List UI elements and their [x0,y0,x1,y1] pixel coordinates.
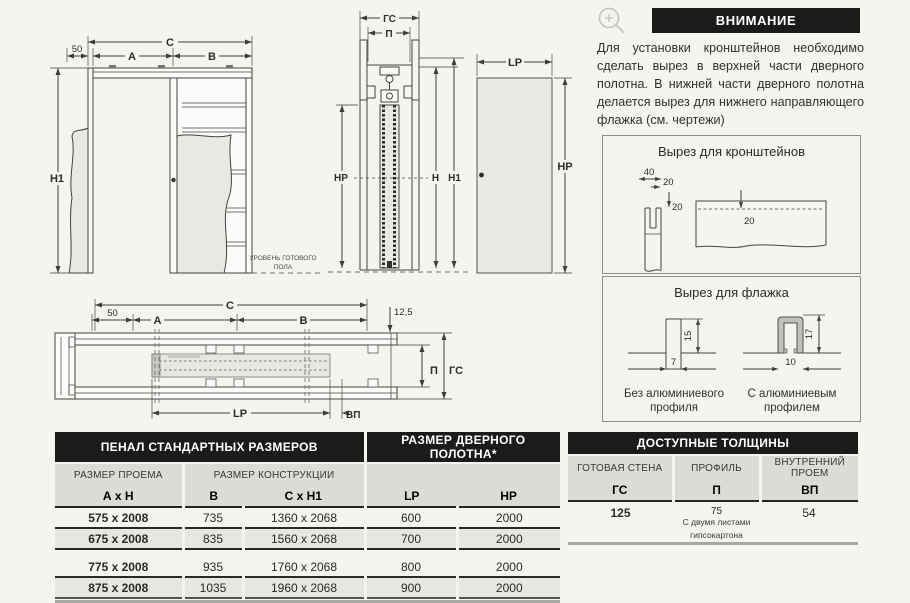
table-cell: 600 [365,507,457,528]
flag-cutout-title: Вырез для флажка [674,285,789,300]
dim-label-b: B [208,51,216,63]
caption-line: Без алюминиевого [624,388,724,400]
col-axh: А х Н [55,486,183,507]
table-cell: 675 x 2008 [55,528,183,549]
table-cell: 775 x 2008 [55,557,183,577]
table-cell: 875 x 2008 [55,577,183,598]
caption-no-profile [611,387,737,416]
flag-cutout-panel [602,276,861,422]
caption-line: С алюминиевым [747,388,837,400]
table-cell: 900 [365,577,457,598]
dim-label-h1: Н1 [448,173,461,184]
profile-note: С двумя листами [682,517,751,527]
dim-label-50: 50 [71,44,83,55]
caption-line: профиля [650,402,698,415]
dim-label-a: A [153,315,162,327]
dim-label-a: A [128,51,136,63]
group-opening: РАЗМЕР ПРОЕМА [55,463,183,486]
table-row [55,507,560,528]
dim-label-hp: НР [557,161,573,173]
dim-label-lp: LP [232,408,248,420]
table-cell: 1760 x 2068 [243,557,365,577]
table-cell: 2000 [457,557,560,577]
caption-line: профилем [764,402,820,415]
dim-label-hp: НР [334,173,348,184]
group-construction: РАЗМЕР КОНСТРУКЦИИ [183,463,365,486]
caption-with-profile [731,387,853,416]
table-cell: 700 [365,528,457,549]
dim-label-c: C [226,300,234,312]
floor-level-label-2: ПОЛА [273,264,293,271]
group-finished-wall: ГОТОВАЯ СТЕНА [568,455,673,480]
table-spacer [55,549,560,557]
dim-label-h1: H1 [49,173,65,185]
dim-label-15: 15 [683,330,694,342]
size-table-header-left: ПЕНАЛ СТАНДАРТНЫХ РАЗМЕРОВ [55,432,365,463]
group-inner-opening: ВНУТРЕННИЙ ПРОЕМ [760,455,858,480]
dim-label-gs: ГС [383,14,396,25]
col-vp: ВП [760,480,858,501]
group-door-leaf [365,463,560,486]
flag-cutout-drawing [603,307,858,387]
dim-label-10: 10 [785,357,796,368]
col-gs: ГС [568,480,673,501]
front-view-drawing [30,8,320,288]
size-table [55,432,560,599]
dim-label-h: Н [431,173,440,184]
table-row [55,528,560,549]
size-table-section [55,432,560,603]
dim-label-vp: ВП [346,410,361,421]
dim-label-7: 7 [670,357,677,368]
table-cell [673,501,760,541]
table-bottom-bar [568,542,858,545]
table-row [568,501,858,541]
bracket-cutout-drawing [603,162,858,272]
bracket-cutout-panel [602,135,861,274]
table-cell: 125 [610,506,631,520]
table-cell: 1960 x 2068 [243,577,365,598]
table-cell: 800 [365,557,457,577]
dim-label-gs: ГС [449,365,464,377]
attention-body: Для установки кронштейнов необходимо сделать вырез в верхней части дверного полотна. В нижней части дверного полотна делается вырез для нижнего направляющего флажка (см. чертежи) [597,41,864,127]
size-table-header-right: РАЗМЕР ДВЕРНОГО ПОЛОТНА* [365,432,560,463]
dim-label-p: П [385,29,393,40]
dim-label-17: 17 [804,328,815,340]
table-cell: 735 [183,507,243,528]
table-row [55,557,560,577]
thickness-table-header: ДОСТУПНЫЕ ТОЛЩИНЫ [568,432,858,455]
zoom-icon[interactable] [596,5,628,37]
dim-label-125: 12,5 [394,307,413,318]
col-hp: НР [457,486,560,507]
door-handle-dot [479,173,484,178]
attention-title: ВНИМАНИЕ [652,8,860,33]
plan-view-drawing [38,293,500,428]
profile-value: 75 [710,506,723,517]
table-cell: 2000 [457,528,560,549]
table-cell: 1560 x 2068 [243,528,365,549]
table-cell: 1360 x 2068 [243,507,365,528]
floor-level-label: УРОВЕНЬ ГОТОВОГО [249,255,317,262]
bracket-cutout-title: Вырез для кронштейнов [658,144,805,159]
dim-label-b: B [299,315,308,327]
dim-label-20-right: 20 [744,216,755,227]
thickness-table [568,432,858,541]
dim-label-20-left: 20 [672,202,683,213]
bottom-guide-flag [387,261,392,268]
door-panel-drawing [458,38,608,283]
table-cell: 575 x 2008 [55,507,183,528]
door-handle-dot [171,178,175,182]
col-b: В [183,486,243,507]
table-cell: 935 [183,557,243,577]
table-cell: 54 [802,506,816,520]
table-cell: 1035 [183,577,243,598]
dim-label-20-slot: 20 [663,177,674,188]
dim-label-50: 50 [107,308,118,319]
table-row [55,577,560,598]
table-cell: 835 [183,528,243,549]
dim-label-lp: LP [507,57,523,69]
thickness-table-section [568,432,858,545]
table-cell: 2000 [457,507,560,528]
col-cxh1: С х Н1 [243,486,365,507]
section-view-drawing [328,0,468,300]
dim-label-40: 40 [643,167,655,178]
table-cell: 2000 [457,577,560,598]
group-profile: ПРОФИЛЬ [673,455,760,480]
col-p: П [673,480,760,501]
dim-label-c: C [166,37,174,49]
col-lp: LP [365,486,457,507]
dim-label-p: П [430,365,438,377]
profile-note-2: гипсокартона [690,530,743,540]
